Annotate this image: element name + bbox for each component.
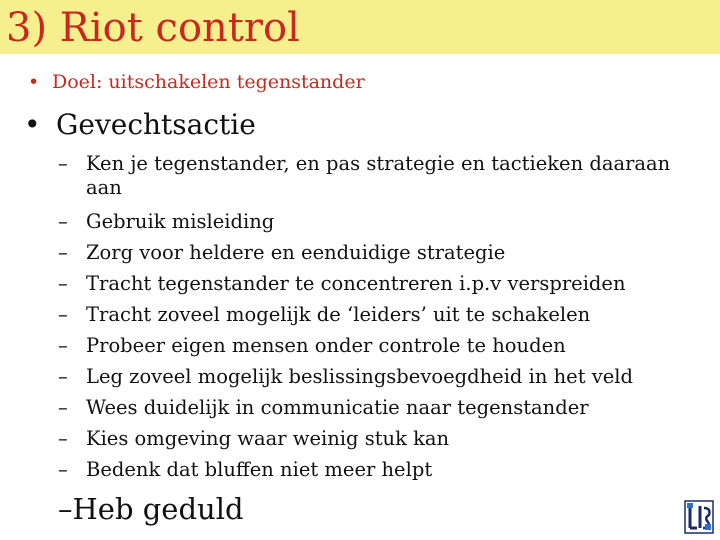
bullet-marker: • [28, 71, 40, 93]
list-item [58, 454, 686, 485]
dash-marker: – [58, 396, 68, 419]
bullet-marker: • [24, 108, 41, 141]
section-text: Gevechtsactie [56, 108, 256, 141]
list-item [58, 330, 686, 361]
dash-marker: – [58, 365, 68, 388]
dash-marker: – [58, 210, 68, 233]
goal-text: Doel: uitschakelen tegenstander [52, 71, 365, 93]
dash-marker: – [58, 458, 68, 481]
dash-marker: – [58, 334, 68, 357]
list-item-text: Wees duidelijk in communicatie naar tegenstander [86, 396, 589, 419]
dash-marker: – [58, 152, 68, 175]
dash-marker: – [58, 272, 68, 295]
list-item [58, 361, 686, 392]
list-item-text: Zorg voor heldere en eenduidige strategie [86, 241, 506, 264]
list-item-text: Tracht zoveel mogelijk de ‘leiders’ uit te schakelen [86, 303, 591, 326]
list-item-text: Kies omgeving waar weinig stuk kan [86, 427, 450, 450]
university-logo-icon [684, 500, 714, 534]
list-item-text: Gebruik misleiding [86, 210, 275, 233]
list-item-text: Bedenk dat bluffen niet meer helpt [86, 458, 433, 481]
dash-marker: – [58, 492, 73, 526]
list-item [58, 423, 686, 454]
list-item [58, 237, 686, 268]
list-item [58, 152, 686, 206]
last-list-item [58, 490, 244, 528]
list-item [58, 268, 686, 299]
goal-bullet [28, 70, 365, 94]
dash-marker: – [58, 427, 68, 450]
list-item-text: Probeer eigen mensen onder controle te houden [86, 334, 566, 357]
sub-item-list [58, 150, 686, 485]
list-item-text: Leg zoveel mogelijk beslissingsbevoegdheid in het veld [86, 365, 634, 388]
list-item [58, 206, 686, 237]
list-item-text: Tracht tegenstander te concentreren i.p.v verspreiden [86, 272, 626, 295]
dash-marker: – [58, 241, 68, 264]
section-bullet [24, 108, 256, 142]
list-item [58, 392, 686, 423]
dash-marker: – [58, 303, 68, 326]
slide-title: 3) Riot control [6, 5, 300, 51]
list-item [58, 299, 686, 330]
list-item-text: Heb geduld [72, 492, 244, 526]
list-item-text: Ken je tegenstander, en pas strategie en tactieken daaraan aan [86, 152, 671, 199]
